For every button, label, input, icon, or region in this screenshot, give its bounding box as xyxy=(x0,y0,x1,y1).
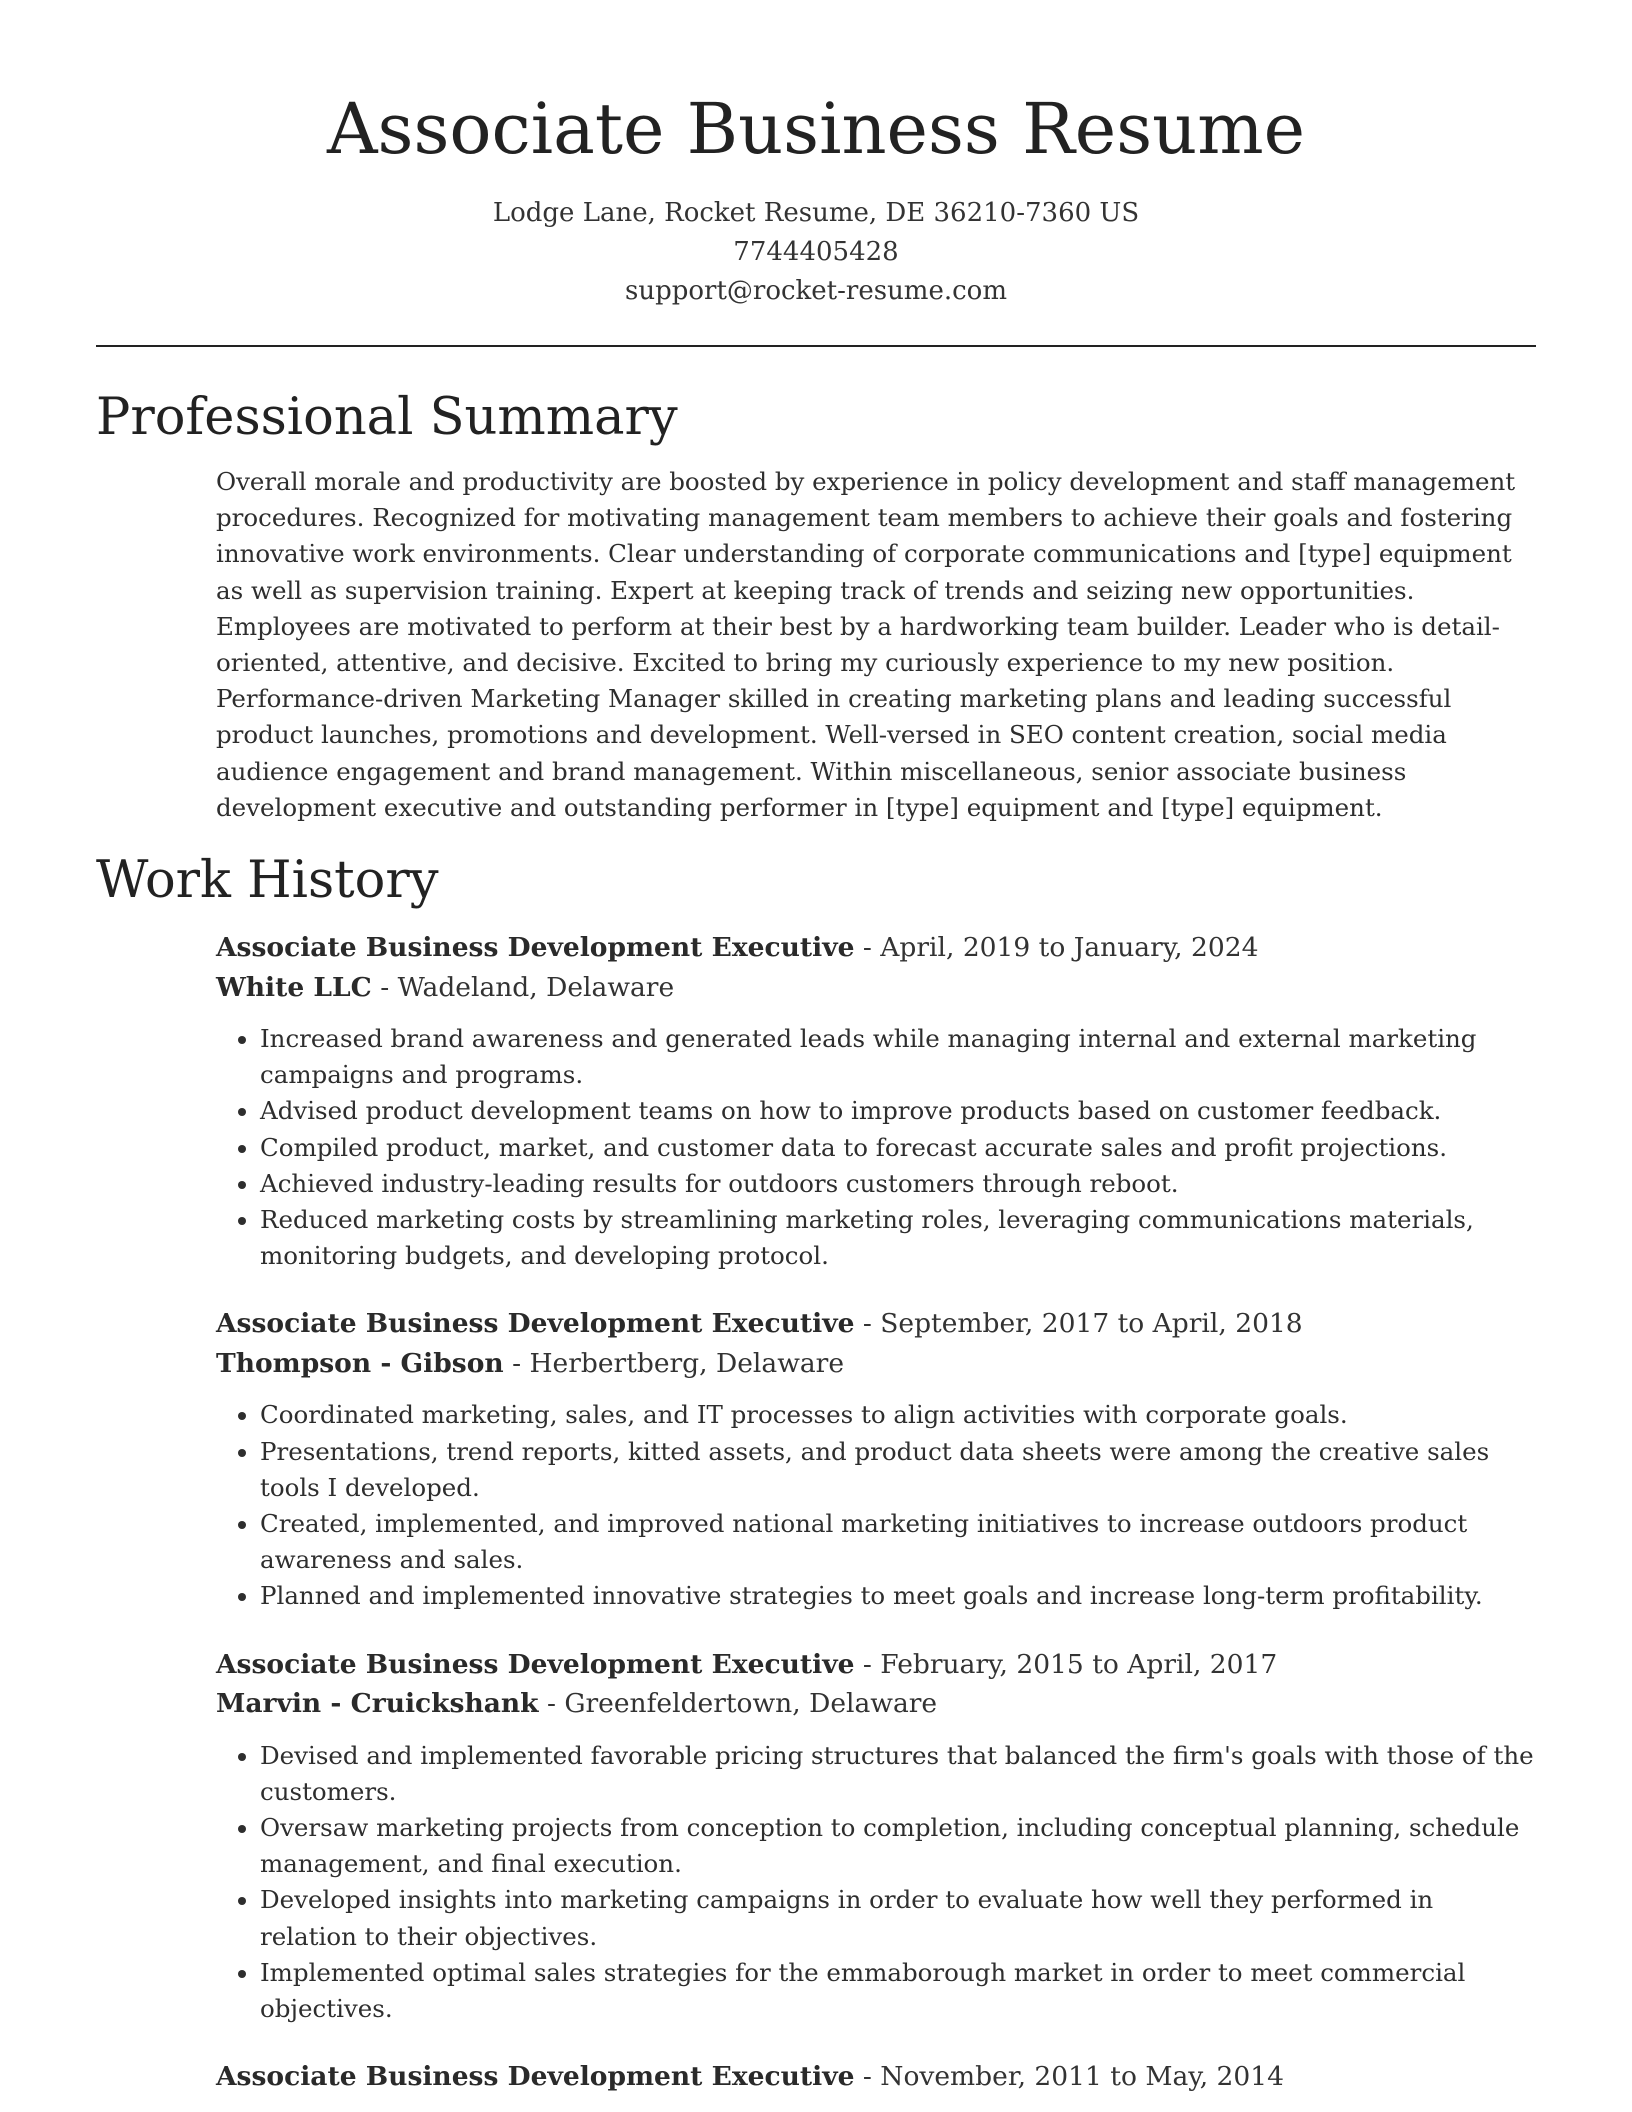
job-title-line xyxy=(216,928,1536,968)
resume-header xyxy=(96,0,1536,311)
job-dates: - February, 2015 to April, 2017 xyxy=(854,1648,1278,1680)
job-bullets xyxy=(216,1021,1536,1274)
job-title: Associate Business Development Executive xyxy=(216,1308,855,1340)
job-title: Associate Business Development Executive xyxy=(216,1648,855,1680)
job-dates: - September, 2017 to April, 2018 xyxy=(854,1308,1303,1340)
job-entry xyxy=(216,1304,1536,1614)
job-location: - Wadeland, Delaware xyxy=(371,971,675,1003)
job-location: - Greenfeldertown, Delaware xyxy=(538,1688,938,1720)
job-bullet: • Increased brand awareness and generated leads while managing internal and external marketing campaigns and programs. xyxy=(260,1021,1536,1093)
phone-text: 7744405428 xyxy=(733,237,899,267)
job-company: Marvin - Cruickshank xyxy=(216,1688,539,1720)
job-bullet: • Advised product development teams on how to improve products based on customer feedback. xyxy=(260,1093,1536,1129)
job-bullet: • Achieved industry-leading results for outdoors customers through reboot. xyxy=(260,1166,1536,1202)
job-company-line xyxy=(216,1344,1536,1384)
job-bullet: • Oversaw marketing projects from conception to completion, including conceptual planning, schedule management, and final execution. xyxy=(260,1810,1536,1882)
job-location: - Herbertberg, Delaware xyxy=(503,1347,845,1379)
job-dates: - November, 2011 to May, 2014 xyxy=(854,2061,1284,2093)
contact-block xyxy=(96,194,1536,311)
summary-heading: Professional Summary xyxy=(96,388,678,447)
job-bullets xyxy=(216,1738,1536,2028)
job-title: Associate Business Development Executive xyxy=(216,932,855,964)
job-list xyxy=(216,928,1536,2097)
email-text: support@rocket-resume.com xyxy=(624,276,1007,306)
header-divider xyxy=(96,345,1536,347)
job-bullet: • Implemented optimal sales strategies for the emmaborough market in order to meet commercial objectives. xyxy=(260,1955,1536,2027)
address-text: Lodge Lane, Rocket Resume, DE 36210-7360 US xyxy=(492,198,1140,228)
job-title-line xyxy=(216,2057,1536,2097)
summary-text: Overall morale and productivity are boosted by experience in policy development and staff management procedures. Recognized for motivating management team members to achieve their goals and fostering innovative work environments. Clear understanding of corporate communications and [type] equipment as well as supervision training. Expert at keeping track of trends and seizing new opportunities. Employees are motivated to perform at their best by a hardworking team builder. Leader who is detail-oriented, attentive, and decisive. Excited to bring my curiously experience to my new position. Performance-driven Marketing Manager skilled in creating marketing plans and leading successful product launches, promotions and development. Well-versed in SEO content creation, social media audience engagement and brand management. Within miscellaneous, senior associate business development executive and outstanding performer in [type] equipment and [type] equipment. xyxy=(216,467,1516,822)
job-bullet: • Developed insights into marketing campaigns in order to evaluate how well they performed in relation to their objectives. xyxy=(260,1882,1536,1954)
job-bullet: • Planned and implemented innovative strategies to meet goals and increase long-term profitability. xyxy=(260,1578,1536,1614)
job-entry xyxy=(216,1645,1536,2028)
work-history-heading: Work History xyxy=(96,851,439,911)
job-title: Associate Business Development Executive xyxy=(216,2061,855,2093)
job-entry xyxy=(216,928,1536,1274)
job-bullet: • Created, implemented, and improved national marketing initiatives to increase outdoors product awareness and sales. xyxy=(260,1506,1536,1578)
job-bullets xyxy=(216,1397,1536,1614)
job-company-line xyxy=(216,968,1536,1008)
job-entry xyxy=(216,2057,1536,2097)
job-title-line xyxy=(216,1645,1536,1685)
job-title-line xyxy=(216,1304,1536,1344)
resume-title: Associate Business Resume xyxy=(326,88,1306,170)
job-company: Thompson - Gibson xyxy=(216,1347,504,1379)
job-bullet: • Reduced marketing costs by streamlining marketing roles, leveraging communications materials, monitoring budgets, and developing protocol. xyxy=(260,1202,1536,1274)
job-bullet: • Coordinated marketing, sales, and IT processes to align activities with corporate goals. xyxy=(260,1397,1536,1433)
job-company-line xyxy=(216,1684,1536,1724)
job-bullet: • Presentations, trend reports, kitted assets, and product data sheets were among the creative sales tools I developed. xyxy=(260,1434,1536,1506)
job-bullet: • Devised and implemented favorable pricing structures that balanced the firm's goals with those of the customers. xyxy=(260,1738,1536,1810)
job-company: White LLC xyxy=(216,971,372,1003)
job-dates: - April, 2019 to January, 2024 xyxy=(854,932,1259,964)
job-bullet: • Compiled product, market, and customer data to forecast accurate sales and profit projections. xyxy=(260,1130,1536,1166)
